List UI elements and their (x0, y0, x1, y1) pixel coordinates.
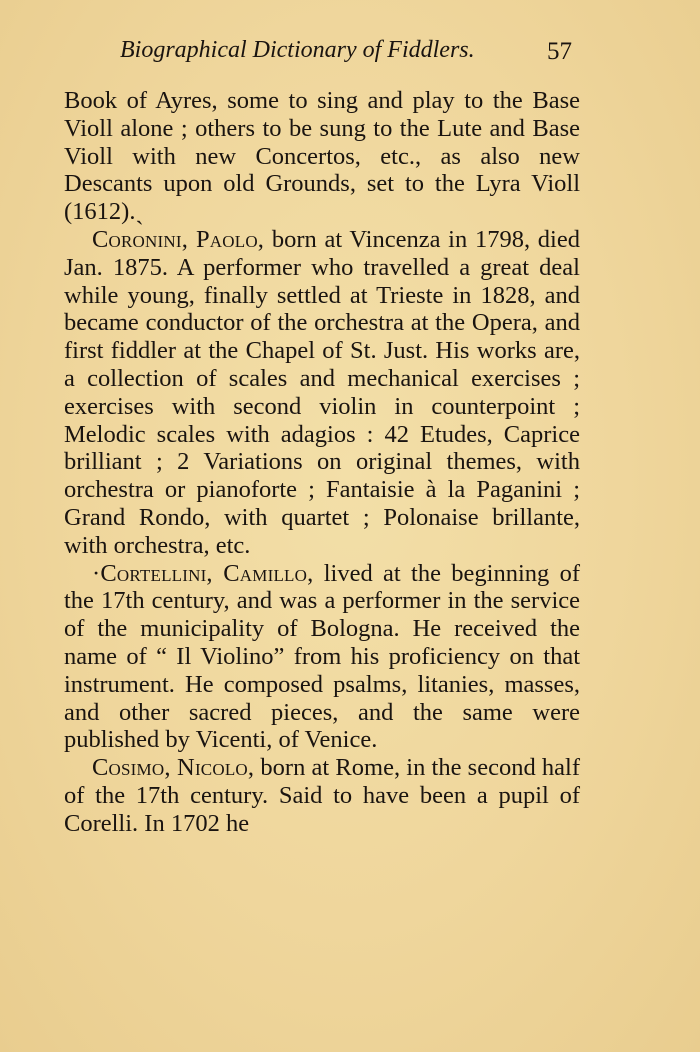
entry-headword: Coronini, Paolo, (92, 225, 265, 253)
entry-cortellini (64, 560, 580, 755)
entry-text: born at Rome, in the second half of the 17th century. Said to have been a pupil of Corelli. In 1702 he (64, 754, 580, 837)
running-title: Biographical Dictionary of Fiddlers. (120, 37, 475, 63)
body-text (64, 87, 580, 838)
paragraph-text: Book of Ayres, some to sing and play to the Base Violl alone ; others to be sung to the Lute and Base Violl with new Concertos, etc., as also new Descants upon old Grounds, set to the Lyra Violl (1612).ˎ (64, 87, 580, 226)
entry-text: lived at the beginning of the 17th century, and was a performer in the service of the municipality of Bologna. He received the name of “ Il Violino” from his proficiency on that instrument. He composed psalms, litanies, masses, and other sacred pieces, and the same were published by Vicenti, of Venice. (64, 559, 580, 754)
entry-cosimo (64, 754, 580, 837)
running-head (64, 30, 580, 70)
entry-headword: ·Cortellini, Camillo, (92, 559, 314, 587)
book-page (64, 30, 580, 838)
entry-coronini (64, 226, 580, 560)
paragraph-continuation (64, 87, 580, 226)
entry-text: born at Vincenza in 1798, died Jan. 1875. A performer who travelled a great deal while young, finally settled at Trieste in 1828, and became conductor of the orchestra at the Opera, and first fiddler at the Chapel of St. Just. His works are, a collection of scales and mechanical exercises ; exercises with second violin in counterpoint ; Melodic scales with adagios : 42 Etudes, Caprice brilliant ; 2 Variations on original themes, with orchestra or pianoforte ; Fantaisie à la Paganini ; Grand Rondo, with quartet ; Polonaise brillante, with orchestra, etc. (64, 225, 580, 559)
page-number: 57 (547, 38, 572, 65)
entry-headword: Cosimo, Nicolo, (92, 754, 255, 782)
